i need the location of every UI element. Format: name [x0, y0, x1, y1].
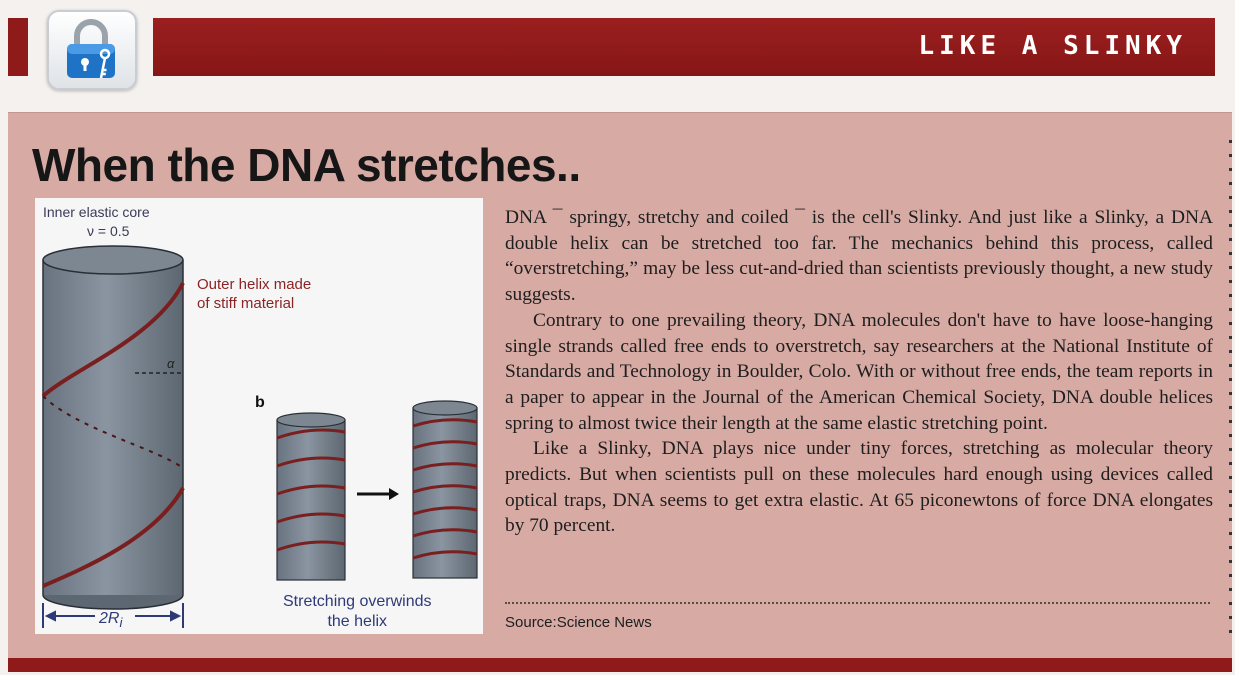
angle-label: α — [167, 356, 175, 371]
stretching-caption-line1: Stretching overwinds — [283, 593, 432, 610]
outer-helix-label — [197, 275, 311, 313]
dotted-edge-decoration — [1229, 140, 1232, 640]
article-headline: When the DNA stretches.. — [32, 139, 581, 191]
radius-label-subscript: i — [119, 615, 123, 631]
outer-helix-label-line2: of stiff material — [197, 295, 295, 312]
poisson-ratio-label: ν = 0.5 — [87, 223, 130, 239]
header-left-band — [8, 18, 28, 76]
stretch-arrow — [357, 488, 399, 500]
radius-label-text: 2R — [99, 610, 120, 627]
helix-diagram — [35, 198, 483, 634]
small-cylinder-before — [277, 413, 345, 580]
panel-b-label: b — [255, 394, 265, 411]
article-body — [505, 205, 1213, 539]
stretching-caption-line2: the helix — [327, 613, 388, 630]
radius-label — [99, 610, 122, 630]
dotted-divider — [505, 602, 1210, 604]
dna-helix-figure — [35, 198, 483, 634]
large-cylinder — [43, 246, 183, 609]
lock-icon — [59, 16, 123, 82]
article-paragraph: DNA ¯ springy, stretchy and coiled ¯ is the cell's Slinky. And just like a Slinky, a DNA double helix can be stretched too far. The mechanics behind this process, called “overstretching,” may be less cut-and-dried than scientists previously thought, a new study suggests. — [505, 207, 1213, 306]
source-credit: Source:Science News — [505, 614, 652, 631]
inner-core-label: Inner elastic core — [43, 204, 150, 220]
article-paragraph: Like a Slinky, DNA plays nice under tiny forces, stretching as molecular theory predicts. But when scientists pull on these molecules hard enough using devices called optical traps, DNA seems to get extra elastic. At 65 piconewtons of force DNA elongates by 70 percent. — [505, 438, 1213, 537]
footer-band — [8, 658, 1232, 672]
small-cylinder-after — [413, 401, 477, 578]
outer-helix-label-line1: Outer helix made — [197, 276, 312, 293]
article-paragraph: Contrary to one prevailing theory, DNA molecules don't have to have loose-hanging single strands called free ends to overstretch, say researchers at the National Institute of Standards and Technology in Boulder, Colo. With or without free ends, the team reports in a paper to appear in the Journal of the American Chemical Society, DNA double helices spring to almost twice their length at the same elastic stretching point. — [505, 309, 1213, 434]
lock-badge — [47, 10, 137, 90]
stretching-caption — [283, 592, 432, 632]
section-title: LIKE A SLINKY — [918, 31, 1187, 61]
